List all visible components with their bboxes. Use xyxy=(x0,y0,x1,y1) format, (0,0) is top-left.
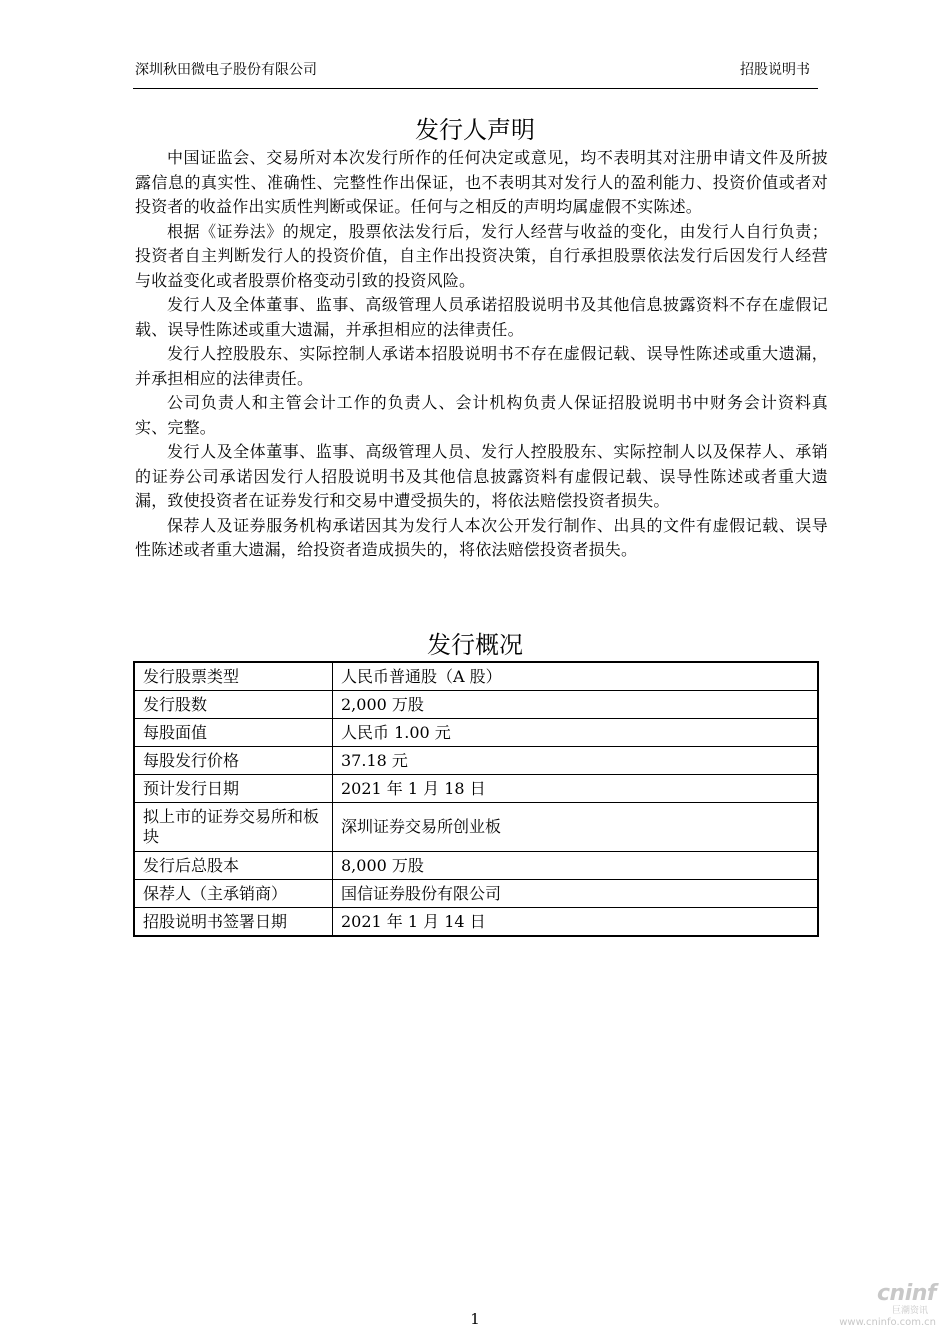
row-label: 保荐人（主承销商） xyxy=(134,880,333,908)
table-row xyxy=(134,880,818,908)
row-value: 2021 年 1 月 18 日 xyxy=(333,775,819,803)
overview-title: 发行概况 xyxy=(427,631,523,659)
row-label: 招股说明书签署日期 xyxy=(134,908,333,937)
page-number: 1 xyxy=(470,1310,480,1328)
row-value: 深圳证券交易所创业板 xyxy=(333,803,819,852)
table-row xyxy=(134,747,818,775)
watermark-name: 巨潮资讯 xyxy=(891,1306,928,1316)
row-value: 人民币普通股（A 股） xyxy=(333,662,819,691)
table-row xyxy=(134,908,818,937)
header-document-type: 招股说明书 xyxy=(740,62,810,78)
row-value: 2,000 万股 xyxy=(333,691,819,719)
header-divider xyxy=(133,88,818,89)
row-label: 拟上市的证券交易所和板块 xyxy=(134,803,333,852)
table-row xyxy=(134,719,818,747)
table-row xyxy=(134,852,818,880)
row-label: 发行股数 xyxy=(134,691,333,719)
table-row xyxy=(134,691,818,719)
row-value: 2021 年 1 月 14 日 xyxy=(333,908,819,937)
declaration-paragraph: 发行人控股股东、实际控制人承诺本招股说明书不存在虚假记载、误导性陈述或重大遗漏，并承担相应的法律责任。 xyxy=(135,344,828,388)
row-value: 8,000 万股 xyxy=(333,852,819,880)
table-row xyxy=(134,775,818,803)
cninfo-watermark xyxy=(839,1283,936,1329)
header-company-name: 深圳秋田微电子股份有限公司 xyxy=(135,62,317,78)
declaration-paragraph: 根据《证券法》的规定，股票依法发行后，发行人经营与收益的变化，由发行人自行负责；投资者自主判断发行人的投资价值，自主作出投资决策，自行承担股票依法发行后因发行人经营与收益变化或者股票价格变动引致的投资风险。 xyxy=(135,221,828,290)
declaration-title: 发行人声明 xyxy=(415,116,535,144)
table-row xyxy=(134,662,818,691)
declaration-body xyxy=(135,146,828,563)
declaration-paragraph: 发行人及全体董事、监事、高级管理人员、发行人控股股东、实际控制人以及保荐人、承销的证券公司承诺因发行人招股说明书及其他信息披露资料有虚假记载、误导性陈述或者重大遗漏，致使投资者在证券发行和交易中遭受损失的，将依法赔偿投资者损失。 xyxy=(135,442,828,510)
row-label: 发行后总股本 xyxy=(134,852,333,880)
row-value: 国信证券股份有限公司 xyxy=(333,880,819,908)
row-label: 每股面值 xyxy=(134,719,333,747)
declaration-paragraph: 公司负责人和主管会计工作的负责人、会计机构负责人保证招股说明书中财务会计资料真实、完整。 xyxy=(135,393,828,437)
row-label: 每股发行价格 xyxy=(134,747,333,775)
offering-overview-table xyxy=(133,661,819,937)
row-value: 人民币 1.00 元 xyxy=(333,719,819,747)
row-label: 预计发行日期 xyxy=(134,775,333,803)
declaration-paragraph: 保荐人及证券服务机构承诺因其为发行人本次公开发行制作、出具的文件有虚假记载、误导性陈述或者重大遗漏，给投资者造成损失的，将依法赔偿投资者损失。 xyxy=(135,515,828,559)
declaration-paragraph: 中国证监会、交易所对本次发行所作的任何决定或意见，均不表明其对注册申请文件及所披露信息的真实性、准确性、完整性作出保证，也不表明其对发行人的盈利能力、投资价值或者对投资者的收益作出实质性判断或保证。任何与之相反的声明均属虚假不实陈述。 xyxy=(135,148,828,216)
row-label: 发行股票类型 xyxy=(134,662,333,691)
declaration-paragraph: 发行人及全体董事、监事、高级管理人员承诺招股说明书及其他信息披露资料不存在虚假记载、误导性陈述或重大遗漏，并承担相应的法律责任。 xyxy=(135,295,828,339)
table-row xyxy=(134,803,818,852)
watermark-logo: cninf xyxy=(877,1281,936,1306)
watermark-url: www.cninfo.com.cn xyxy=(839,1317,936,1328)
row-value: 37.18 元 xyxy=(333,747,819,775)
